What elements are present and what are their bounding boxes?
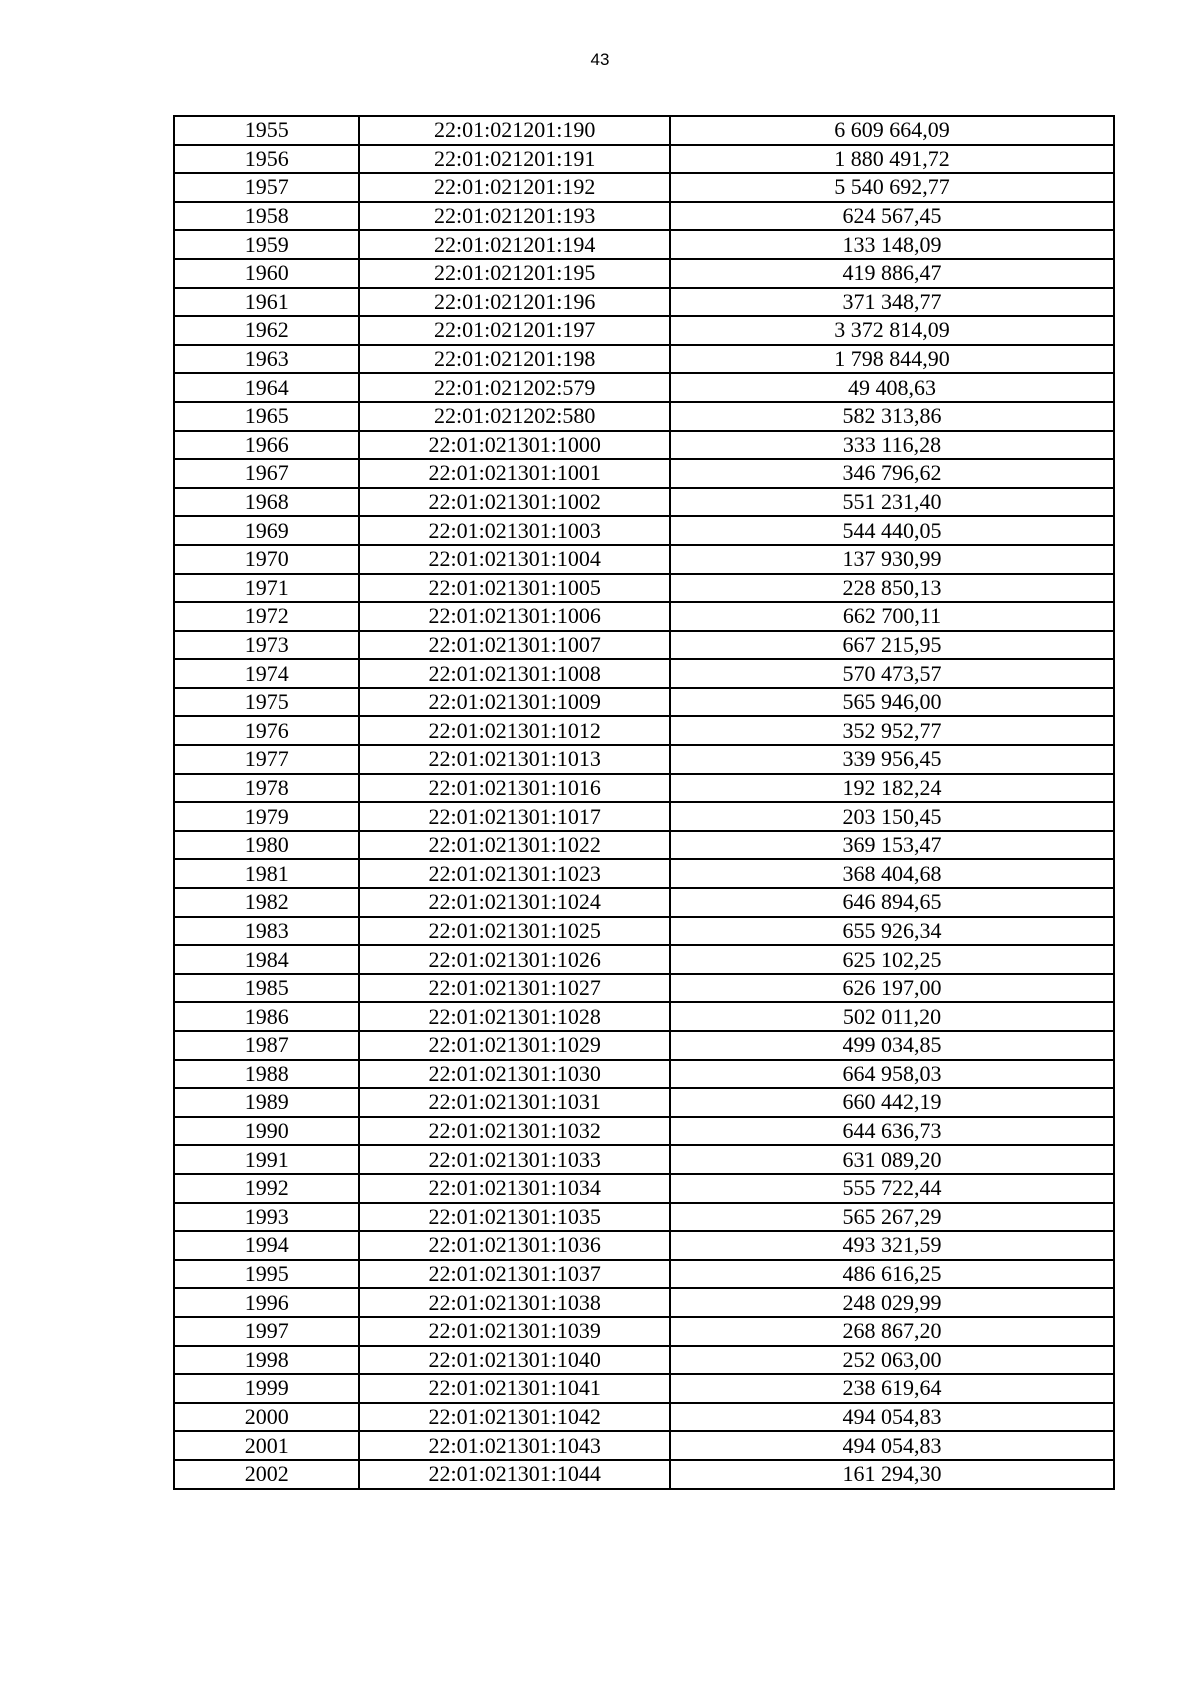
cadastral-value-cell: 346 796,62	[670, 459, 1114, 488]
cadastral-number-cell: 22:01:021301:1024	[359, 888, 670, 917]
row-number-cell: 1978	[174, 774, 359, 803]
row-number-cell: 1959	[174, 230, 359, 259]
row-number-cell: 1985	[174, 974, 359, 1003]
cadastral-number-cell: 22:01:021301:1030	[359, 1060, 670, 1089]
row-number-cell: 1994	[174, 1231, 359, 1260]
row-number-cell: 1970	[174, 545, 359, 574]
cadastral-number-cell: 22:01:021301:1022	[359, 831, 670, 860]
cadastral-number-cell: 22:01:021201:198	[359, 345, 670, 374]
table-row	[174, 1088, 1114, 1117]
row-number-cell: 1962	[174, 316, 359, 345]
row-number-cell: 1972	[174, 602, 359, 631]
cadastral-value-cell: 133 148,09	[670, 230, 1114, 259]
cadastral-number-cell: 22:01:021301:1043	[359, 1431, 670, 1460]
row-number-cell: 1993	[174, 1203, 359, 1232]
cadastral-value-cell: 494 054,83	[670, 1431, 1114, 1460]
table-row	[174, 716, 1114, 745]
cadastral-value-cell: 565 946,00	[670, 688, 1114, 717]
row-number-cell: 1998	[174, 1346, 359, 1375]
table-row	[174, 774, 1114, 803]
table-row	[174, 574, 1114, 603]
row-number-cell: 1996	[174, 1288, 359, 1317]
cadastral-value-cell: 192 182,24	[670, 774, 1114, 803]
cadastral-number-cell: 22:01:021201:191	[359, 145, 670, 174]
row-number-cell: 1955	[174, 116, 359, 145]
table-row	[174, 1174, 1114, 1203]
cadastral-number-cell: 22:01:021301:1026	[359, 945, 670, 974]
cadastral-value-cell: 238 619,64	[670, 1374, 1114, 1403]
cadastral-number-cell: 22:01:021301:1035	[359, 1203, 670, 1232]
cadastral-value-cell: 248 029,99	[670, 1288, 1114, 1317]
row-number-cell: 1983	[174, 917, 359, 946]
cadastral-value-cell: 582 313,86	[670, 402, 1114, 431]
table-row	[174, 659, 1114, 688]
row-number-cell: 1977	[174, 745, 359, 774]
cadastral-number-cell: 22:01:021301:1013	[359, 745, 670, 774]
table-row	[174, 1403, 1114, 1432]
table-row	[174, 1374, 1114, 1403]
table-row	[174, 831, 1114, 860]
cadastral-value-cell: 493 321,59	[670, 1231, 1114, 1260]
table-row	[174, 373, 1114, 402]
row-number-cell: 1958	[174, 202, 359, 231]
cadastral-number-cell: 22:01:021201:195	[359, 259, 670, 288]
row-number-cell: 1968	[174, 488, 359, 517]
cadastral-value-cell: 624 567,45	[670, 202, 1114, 231]
cadastral-value-cell: 667 215,95	[670, 631, 1114, 660]
table-row	[174, 345, 1114, 374]
cadastral-value-cell: 419 886,47	[670, 259, 1114, 288]
table-row	[174, 1460, 1114, 1489]
table-row	[174, 173, 1114, 202]
row-number-cell: 1960	[174, 259, 359, 288]
table-row	[174, 402, 1114, 431]
cadastral-value-cell: 137 930,99	[670, 545, 1114, 574]
table-row	[174, 1231, 1114, 1260]
cadastral-value-table	[173, 115, 1115, 1490]
cadastral-value-cell: 486 616,25	[670, 1260, 1114, 1289]
row-number-cell: 1961	[174, 288, 359, 317]
row-number-cell: 1991	[174, 1145, 359, 1174]
table-row	[174, 1317, 1114, 1346]
cadastral-value-cell: 625 102,25	[670, 945, 1114, 974]
cadastral-value-cell: 662 700,11	[670, 602, 1114, 631]
table-row	[174, 802, 1114, 831]
cadastral-value-cell: 1 880 491,72	[670, 145, 1114, 174]
table-row	[174, 1145, 1114, 1174]
cadastral-value-cell: 555 722,44	[670, 1174, 1114, 1203]
row-number-cell: 1966	[174, 431, 359, 460]
cadastral-number-cell: 22:01:021201:192	[359, 173, 670, 202]
cadastral-number-cell: 22:01:021301:1032	[359, 1117, 670, 1146]
cadastral-value-cell: 371 348,77	[670, 288, 1114, 317]
cadastral-value-cell: 228 850,13	[670, 574, 1114, 603]
cadastral-number-cell: 22:01:021301:1037	[359, 1260, 670, 1289]
cadastral-value-cell: 3 372 814,09	[670, 316, 1114, 345]
table-row	[174, 1031, 1114, 1060]
table-row	[174, 1002, 1114, 1031]
row-number-cell: 1967	[174, 459, 359, 488]
cadastral-number-cell: 22:01:021201:196	[359, 288, 670, 317]
row-number-cell: 1987	[174, 1031, 359, 1060]
cadastral-number-cell: 22:01:021301:1000	[359, 431, 670, 460]
row-number-cell: 1973	[174, 631, 359, 660]
cadastral-number-cell: 22:01:021201:197	[359, 316, 670, 345]
table-row	[174, 459, 1114, 488]
cadastral-value-cell: 161 294,30	[670, 1460, 1114, 1489]
cadastral-number-cell: 22:01:021301:1028	[359, 1002, 670, 1031]
row-number-cell: 1974	[174, 659, 359, 688]
cadastral-value-cell: 626 197,00	[670, 974, 1114, 1003]
cadastral-value-cell: 570 473,57	[670, 659, 1114, 688]
cadastral-number-cell: 22:01:021202:580	[359, 402, 670, 431]
table-row	[174, 145, 1114, 174]
cadastral-value-cell: 565 267,29	[670, 1203, 1114, 1232]
row-number-cell: 1997	[174, 1317, 359, 1346]
table-row	[174, 1260, 1114, 1289]
table-row	[174, 488, 1114, 517]
cadastral-value-cell: 644 636,73	[670, 1117, 1114, 1146]
cadastral-value-cell: 664 958,03	[670, 1060, 1114, 1089]
table-row	[174, 974, 1114, 1003]
table-row	[174, 917, 1114, 946]
row-number-cell: 1995	[174, 1260, 359, 1289]
cadastral-number-cell: 22:01:021301:1031	[359, 1088, 670, 1117]
table-row	[174, 602, 1114, 631]
cadastral-number-cell: 22:01:021202:579	[359, 373, 670, 402]
cadastral-number-cell: 22:01:021301:1025	[359, 917, 670, 946]
table-row	[174, 1117, 1114, 1146]
table-row	[174, 1203, 1114, 1232]
cadastral-value-cell: 6 609 664,09	[670, 116, 1114, 145]
table-row	[174, 1346, 1114, 1375]
cadastral-value-cell: 49 408,63	[670, 373, 1114, 402]
cadastral-number-cell: 22:01:021301:1038	[359, 1288, 670, 1317]
cadastral-number-cell: 22:01:021201:190	[359, 116, 670, 145]
cadastral-value-cell: 499 034,85	[670, 1031, 1114, 1060]
row-number-cell: 2001	[174, 1431, 359, 1460]
table-row	[174, 859, 1114, 888]
cadastral-number-cell: 22:01:021301:1008	[359, 659, 670, 688]
cadastral-number-cell: 22:01:021301:1042	[359, 1403, 670, 1432]
table-row	[174, 545, 1114, 574]
table-row	[174, 631, 1114, 660]
row-number-cell: 1964	[174, 373, 359, 402]
cadastral-number-cell: 22:01:021301:1007	[359, 631, 670, 660]
cadastral-number-cell: 22:01:021201:193	[359, 202, 670, 231]
cadastral-value-cell: 339 956,45	[670, 745, 1114, 774]
cadastral-value-cell: 494 054,83	[670, 1403, 1114, 1432]
table-row	[174, 945, 1114, 974]
row-number-cell: 1981	[174, 859, 359, 888]
row-number-cell: 2000	[174, 1403, 359, 1432]
row-number-cell: 1982	[174, 888, 359, 917]
cadastral-value-cell: 5 540 692,77	[670, 173, 1114, 202]
table-row	[174, 230, 1114, 259]
cadastral-number-cell: 22:01:021301:1041	[359, 1374, 670, 1403]
cadastral-number-cell: 22:01:021301:1005	[359, 574, 670, 603]
table-row	[174, 688, 1114, 717]
cadastral-number-cell: 22:01:021301:1040	[359, 1346, 670, 1375]
cadastral-number-cell: 22:01:021301:1001	[359, 459, 670, 488]
cadastral-value-cell: 655 926,34	[670, 917, 1114, 946]
table-row	[174, 316, 1114, 345]
cadastral-number-cell: 22:01:021301:1036	[359, 1231, 670, 1260]
row-number-cell: 1988	[174, 1060, 359, 1089]
row-number-cell: 1963	[174, 345, 359, 374]
row-number-cell: 1984	[174, 945, 359, 974]
row-number-cell: 1989	[174, 1088, 359, 1117]
row-number-cell: 1956	[174, 145, 359, 174]
row-number-cell: 1986	[174, 1002, 359, 1031]
row-number-cell: 1969	[174, 516, 359, 545]
row-number-cell: 1992	[174, 1174, 359, 1203]
row-number-cell: 1976	[174, 716, 359, 745]
cadastral-number-cell: 22:01:021301:1029	[359, 1031, 670, 1060]
cadastral-value-cell: 268 867,20	[670, 1317, 1114, 1346]
cadastral-number-cell: 22:01:021301:1027	[359, 974, 670, 1003]
cadastral-value-cell: 252 063,00	[670, 1346, 1114, 1375]
cadastral-number-cell: 22:01:021301:1004	[359, 545, 670, 574]
cadastral-value-cell: 1 798 844,90	[670, 345, 1114, 374]
cadastral-number-cell: 22:01:021301:1006	[359, 602, 670, 631]
table-row	[174, 288, 1114, 317]
cadastral-number-cell: 22:01:021201:194	[359, 230, 670, 259]
cadastral-value-cell: 631 089,20	[670, 1145, 1114, 1174]
table-row	[174, 1431, 1114, 1460]
cadastral-value-cell: 660 442,19	[670, 1088, 1114, 1117]
cadastral-number-cell: 22:01:021301:1002	[359, 488, 670, 517]
cadastral-value-cell: 502 011,20	[670, 1002, 1114, 1031]
table-row	[174, 259, 1114, 288]
row-number-cell: 1975	[174, 688, 359, 717]
table-row	[174, 1288, 1114, 1317]
cadastral-value-cell: 368 404,68	[670, 859, 1114, 888]
cadastral-number-cell: 22:01:021301:1023	[359, 859, 670, 888]
cadastral-number-cell: 22:01:021301:1039	[359, 1317, 670, 1346]
cadastral-value-cell: 333 116,28	[670, 431, 1114, 460]
table-row	[174, 1060, 1114, 1089]
page-number: 43	[590, 50, 610, 69]
row-number-cell: 1990	[174, 1117, 359, 1146]
cadastral-value-cell: 352 952,77	[670, 716, 1114, 745]
cadastral-number-cell: 22:01:021301:1012	[359, 716, 670, 745]
cadastral-number-cell: 22:01:021301:1044	[359, 1460, 670, 1489]
row-number-cell: 2002	[174, 1460, 359, 1489]
cadastral-value-cell: 369 153,47	[670, 831, 1114, 860]
row-number-cell: 1980	[174, 831, 359, 860]
cadastral-number-cell: 22:01:021301:1009	[359, 688, 670, 717]
table-row	[174, 116, 1114, 145]
cadastral-value-cell: 203 150,45	[670, 802, 1114, 831]
row-number-cell: 1999	[174, 1374, 359, 1403]
cadastral-value-cell: 544 440,05	[670, 516, 1114, 545]
cadastral-number-cell: 22:01:021301:1034	[359, 1174, 670, 1203]
cadastral-number-cell: 22:01:021301:1016	[359, 774, 670, 803]
cadastral-number-cell: 22:01:021301:1017	[359, 802, 670, 831]
table-row	[174, 888, 1114, 917]
cadastral-number-cell: 22:01:021301:1003	[359, 516, 670, 545]
row-number-cell: 1965	[174, 402, 359, 431]
row-number-cell: 1971	[174, 574, 359, 603]
cadastral-number-cell: 22:01:021301:1033	[359, 1145, 670, 1174]
table-row	[174, 516, 1114, 545]
table-body	[174, 116, 1114, 1489]
row-number-cell: 1957	[174, 173, 359, 202]
table-row	[174, 202, 1114, 231]
cadastral-value-cell: 646 894,65	[670, 888, 1114, 917]
row-number-cell: 1979	[174, 802, 359, 831]
cadastral-value-cell: 551 231,40	[670, 488, 1114, 517]
table-row	[174, 431, 1114, 460]
table-row	[174, 745, 1114, 774]
